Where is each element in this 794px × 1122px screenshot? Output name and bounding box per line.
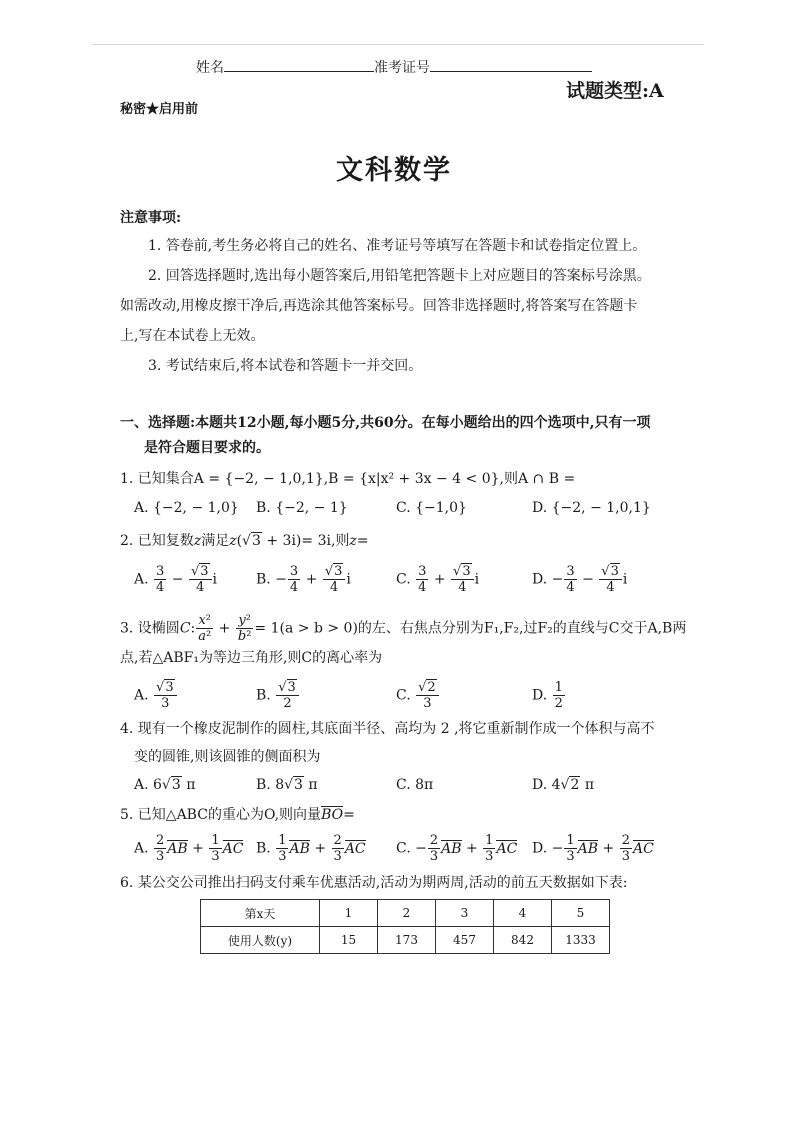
note-3: 3. 考试结束后,将本试卷和答题卡一并交回。 [148,358,423,374]
table-row [201,900,610,927]
q4-option-c[interactable]: C. 8π [396,777,434,793]
table-cell: 457 [436,927,494,954]
id-label: 准考证号 [374,60,430,76]
table-cell: 15 [320,927,378,954]
page-title: 文科数学 [336,155,452,186]
data-table [200,899,610,954]
q1-option-b[interactable]: B. {−2, − 1} [256,500,348,516]
note-2b: 如需改动,用橡皮擦干净后,再选涂其他答案标号。回答非选择题时,将答案写在答题卡 [120,298,638,314]
q4-option-b[interactable]: B. 8√3 π [256,777,318,793]
q3-stem-line-2: 点,若△ABF₁为等边三角形,则C的离心率为 [120,650,383,666]
table-cell: 3 [436,900,494,927]
q4-stem-line-2: 变的圆锥,则该圆锥的侧面积为 [134,749,321,765]
q2-stem: 2. 已知复数z满足z(√3 + 3i)= 3i,则z= [120,533,369,549]
q6-stem: 6. 某公交公司推出扫码支付乘车优惠活动,活动为期两周,活动的前五天数据如下表: [120,875,628,891]
q3-option-c[interactable]: C. $\frac{√2}{3}$ [396,680,440,711]
name-field[interactable] [196,57,592,77]
q5-stem: 5. 已知△ABC的重心为O,则向量BO= [120,807,355,823]
note-2c: 上,写在本试卷上无效。 [120,328,265,344]
notes-heading: 注意事项: [120,210,182,226]
note-2a: 2. 回答选择题时,选出每小题答案后,用铅笔把答题卡上对应题目的答案标号涂黑。 [148,268,651,284]
table-cell: 2 [378,900,436,927]
name-label: 姓名 [196,60,224,76]
table-header-users: 使用人数(y) [201,927,320,954]
secret-label: 秘密★启用前 [120,102,199,117]
exam-type: 试题类型:A [566,80,664,102]
q2-option-d[interactable]: D. − $\frac{3}{4}$ − $\frac{√3}{4}$ i [532,564,628,595]
q4-option-d[interactable]: D. 4√2 π [532,777,595,793]
table-cell: 5 [552,900,610,927]
table-cell: 1 [320,900,378,927]
q5-option-a[interactable]: A. $\frac{2}{3}$ AB + $\frac{1}{3}$ AC [134,833,244,864]
q3-option-d[interactable]: D. $\frac{1}{2}$ [532,680,563,711]
note-1: 1. 答卷前,考生务必将自己的姓名、准考证号等填写在答题卡和试卷指定位置上。 [148,238,647,254]
top-rule [92,44,704,45]
id-blank[interactable] [430,57,592,72]
q4-option-a[interactable]: A. 6√3 π [134,777,196,793]
q5-option-b[interactable]: B. $\frac{1}{3}$ AB + $\frac{2}{3}$ AC [256,833,366,864]
q2-option-a[interactable]: A. $\frac{3}{4}$ − $\frac{√3}{4}$ i [134,564,217,595]
q1-option-a[interactable]: A. {−2, − 1,0} [134,500,239,516]
q5-option-c[interactable]: C. − $\frac{2}{3}$ AB + $\frac{1}{3}$ AC [396,833,518,864]
q1-stem: 1. 已知集合A = {−2, − 1,0,1},B = {x|x² + 3x − 4 < 0},则A ∩ B = [120,471,576,487]
table-cell: 1333 [552,927,610,954]
table-cell: 173 [378,927,436,954]
name-blank[interactable] [224,57,374,72]
q3-stem-line-1: 3. 设椭圆C: $\frac{\text{x²}}{\text{a²}}$ + $\frac{\text{y²}}{\text{b²}}$ = 1(a > b > 0)的左、右焦点分别为F₁,F₂,过F₂的直线与C交于A,B两 [120,613,687,644]
q5-option-d[interactable]: D. − $\frac{1}{3}$ AB + $\frac{2}{3}$ AC [532,833,654,864]
q4-stem-line-1: 4. 现有一个橡皮泥制作的圆柱,其底面半径、高均为 2 ,将它重新制作成一个体积与高不 [120,721,655,737]
q1-option-d[interactable]: D. {−2, − 1,0,1} [532,500,651,516]
q3-option-a[interactable]: A. $\frac{√3}{3}$ [134,680,178,711]
table-cell: 4 [494,900,552,927]
table-cell: 842 [494,927,552,954]
q1-option-c[interactable]: C. {−1,0} [396,500,467,516]
section-line-1: 一、选择题:本题共12小题,每小题5分,共60分。在每小题给出的四个选项中,只有一项 [120,415,651,431]
section-line-2: 是符合题目要求的。 [144,440,270,456]
table-header-day: 第x天 [201,900,320,927]
q2-option-c[interactable]: C. $\frac{3}{4}$ + $\frac{√3}{4}$ i [396,564,480,595]
q2-option-b[interactable]: B. − $\frac{3}{4}$ + $\frac{√3}{4}$ i [256,564,351,595]
table-row [201,927,610,954]
q3-option-b[interactable]: B. $\frac{√3}{2}$ [256,680,300,711]
